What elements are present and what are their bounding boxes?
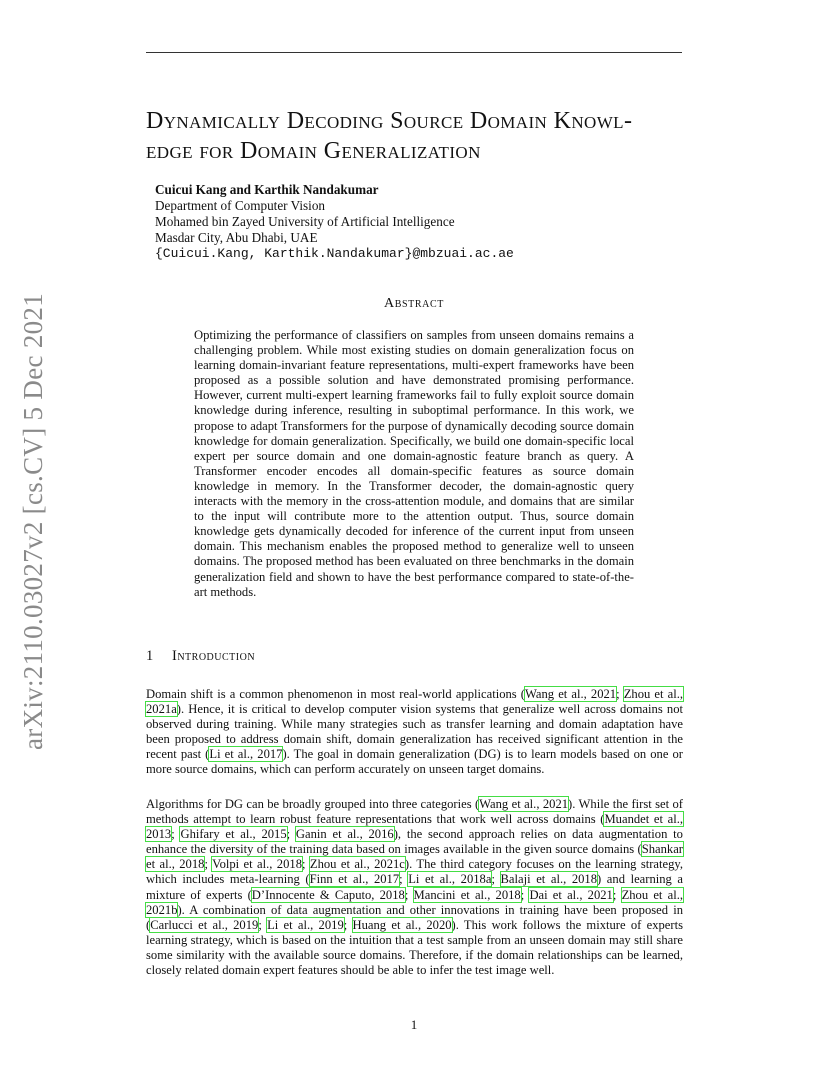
citation-link[interactable]: Mancini et al., 2018 [413, 887, 521, 902]
citation-link[interactable]: Carlucci et al., 2019 [150, 917, 259, 932]
citation-link[interactable]: Volpi et al., 2018 [212, 857, 302, 872]
paper-title-line-2: edge for Domain Generalization [146, 138, 481, 164]
intro-paragraph-1 [146, 687, 683, 778]
paragraph-text: ), the second approach relies on data augmentation to enhance the diversity of the training data based on images available in the given source domains ( [146, 827, 683, 857]
paragraph-text: ; [171, 827, 181, 842]
section-title: Introduction [172, 648, 256, 664]
section-number: 1 [146, 648, 154, 664]
citation-link[interactable]: Wang et al., 2021 [525, 687, 617, 701]
paragraph-text: ). Hence, it is critical to develop computer vision systems that generalize well across domains not observed during training. While many strategies such as transfer learning and domain adaptation have been proposed to address domain shift, domain generalization has received significant attention in the recent past ( [146, 702, 683, 762]
author-email: {Cuicui.Kang, Karthik.Nandakumar}@mbzuai.ac.ae [155, 246, 514, 261]
paragraph-text: ; [343, 917, 353, 932]
citation-link[interactable]: Zhou et al., 2021c [309, 857, 405, 872]
paragraph-text: ; [520, 887, 530, 902]
citation-link[interactable]: Finn et al., 2017 [309, 872, 400, 887]
paragraph-text: Algorithms for DG can be broadly grouped into three categories ( [146, 797, 480, 811]
author-names: Cuicui Kang and Karthik Nandakumar [155, 182, 379, 197]
citation-link[interactable]: Balaji et al., 2018 [500, 872, 598, 887]
paragraph-text: ; [491, 872, 501, 887]
citation-link[interactable]: Zhou et al., 2021a [146, 687, 684, 717]
citation-link[interactable]: Dai et al., 2021 [529, 887, 613, 902]
section-heading-introduction [146, 648, 255, 665]
paragraph-text: ). While the first set of methods attempt to learn robust feature representations that work well across domains ( [146, 797, 683, 827]
citation-link[interactable]: Wang et al., 2021 [479, 797, 569, 811]
abstract-text: Optimizing the performance of classifiers on samples from unseen domains remains a challenging problem. While most existing studies on domain generalization focus on learning domain-invariant feature representations, multi-expert frameworks have been proposed as a possible solution and have demonstrated promising performance. However, current multi-expert learning frameworks fail to fully exploit source domain knowledge during inference, resulting in suboptimal performance. In this work, we propose to adapt Transformers for the purpose of dynamically decoding source domain knowledge for domain generalization. Specifically, we build one domain-specific local expert per source domain and one domain-agnostic feature branch as query. A Transformer encoder encodes all domain-specific features as source domain knowledge in memory. In the Transformer decoder, the domain-agnostic query interacts with the memory in the cross-attention module, and domains that are similar to the input will contribute more to the attention output. Thus, source domain knowledge gets dynamically decoded for inference of the current input from unseen domain. This mechanism enables the proposed method to generalize well to unseen domains. The proposed method has been evaluated on three benchmarks in the domain generalization field and shown to have the best performance compared to state-of-the-art methods. [194, 328, 634, 599]
citation-link[interactable]: Huang et al., 2020 [352, 917, 452, 932]
paragraph-text: ; [286, 827, 296, 842]
paragraph-text: ; [612, 887, 622, 902]
author-university: Mohamed bin Zayed University of Artificial Intelligence [155, 214, 455, 229]
paper-title [146, 106, 706, 166]
citation-link[interactable]: Li et al., 2017 [209, 747, 283, 762]
author-location: Masdar City, Abu Dhabi, UAE [155, 230, 318, 245]
citation-link[interactable]: Li et al., 2019 [267, 917, 344, 932]
citation-link[interactable]: Muandet et al., 2013 [146, 812, 683, 842]
paper-title-line-1: Dynamically Decoding Source Domain Knowl- [146, 108, 633, 134]
abstract-heading: Abstract [384, 296, 444, 311]
paragraph-text: ). A combination of data augmentation and other innovations in training have been proposed in ( [146, 902, 683, 932]
arxiv-identifier-stamp: arXiv:2110.03027v2 [cs.CV] 5 Dec 2021 [18, 292, 48, 750]
citation-link[interactable]: D’Innocente & Caputo, 2018 [251, 887, 405, 902]
paragraph-text: ; [404, 887, 414, 902]
citation-link[interactable]: Ganin et al., 2016 [295, 827, 394, 842]
paragraph-text: ; [258, 917, 268, 932]
paragraph-text: ) and learning a mixture of experts ( [146, 872, 684, 902]
citation-link[interactable]: Zhou et al., 2021b [146, 887, 684, 917]
paragraph-text: ). The third category focuses on the learning strategy, which includes meta-learning ( [146, 857, 684, 887]
citation-link[interactable]: Li et al., 2018a [408, 872, 492, 887]
author-block [155, 182, 675, 262]
citation-link[interactable]: Ghifary et al., 2015 [180, 827, 287, 842]
citation-link[interactable]: Shankar et al., 2018 [146, 842, 683, 872]
paragraph-text: Domain shift is a common phenomenon in most real-world applications ( [146, 687, 526, 701]
paragraph-text: ). The goal in domain generalization (DG) is to learn models based on one or more source domains, which can perform accurately on unseen target domains. [146, 747, 683, 777]
author-department: Department of Computer Vision [155, 198, 326, 213]
page-number: 1 [410, 1017, 418, 1032]
paragraph-text: ; [204, 857, 213, 872]
paragraph-text: ; [302, 857, 310, 872]
paragraph-text: ). This work follows the mixture of experts learning strategy, which is based on the intuition that a test sample from an unseen domain may still share some similarity with the available source domains. Therefore, if the domain relationships can be learned, closely related domain expert features should be able to infer the test image well. [146, 917, 683, 978]
intro-paragraph-2 [146, 797, 683, 978]
paragraph-text: ; [616, 687, 624, 701]
paragraph-text: ; [399, 872, 409, 887]
header-rule [146, 52, 682, 53]
